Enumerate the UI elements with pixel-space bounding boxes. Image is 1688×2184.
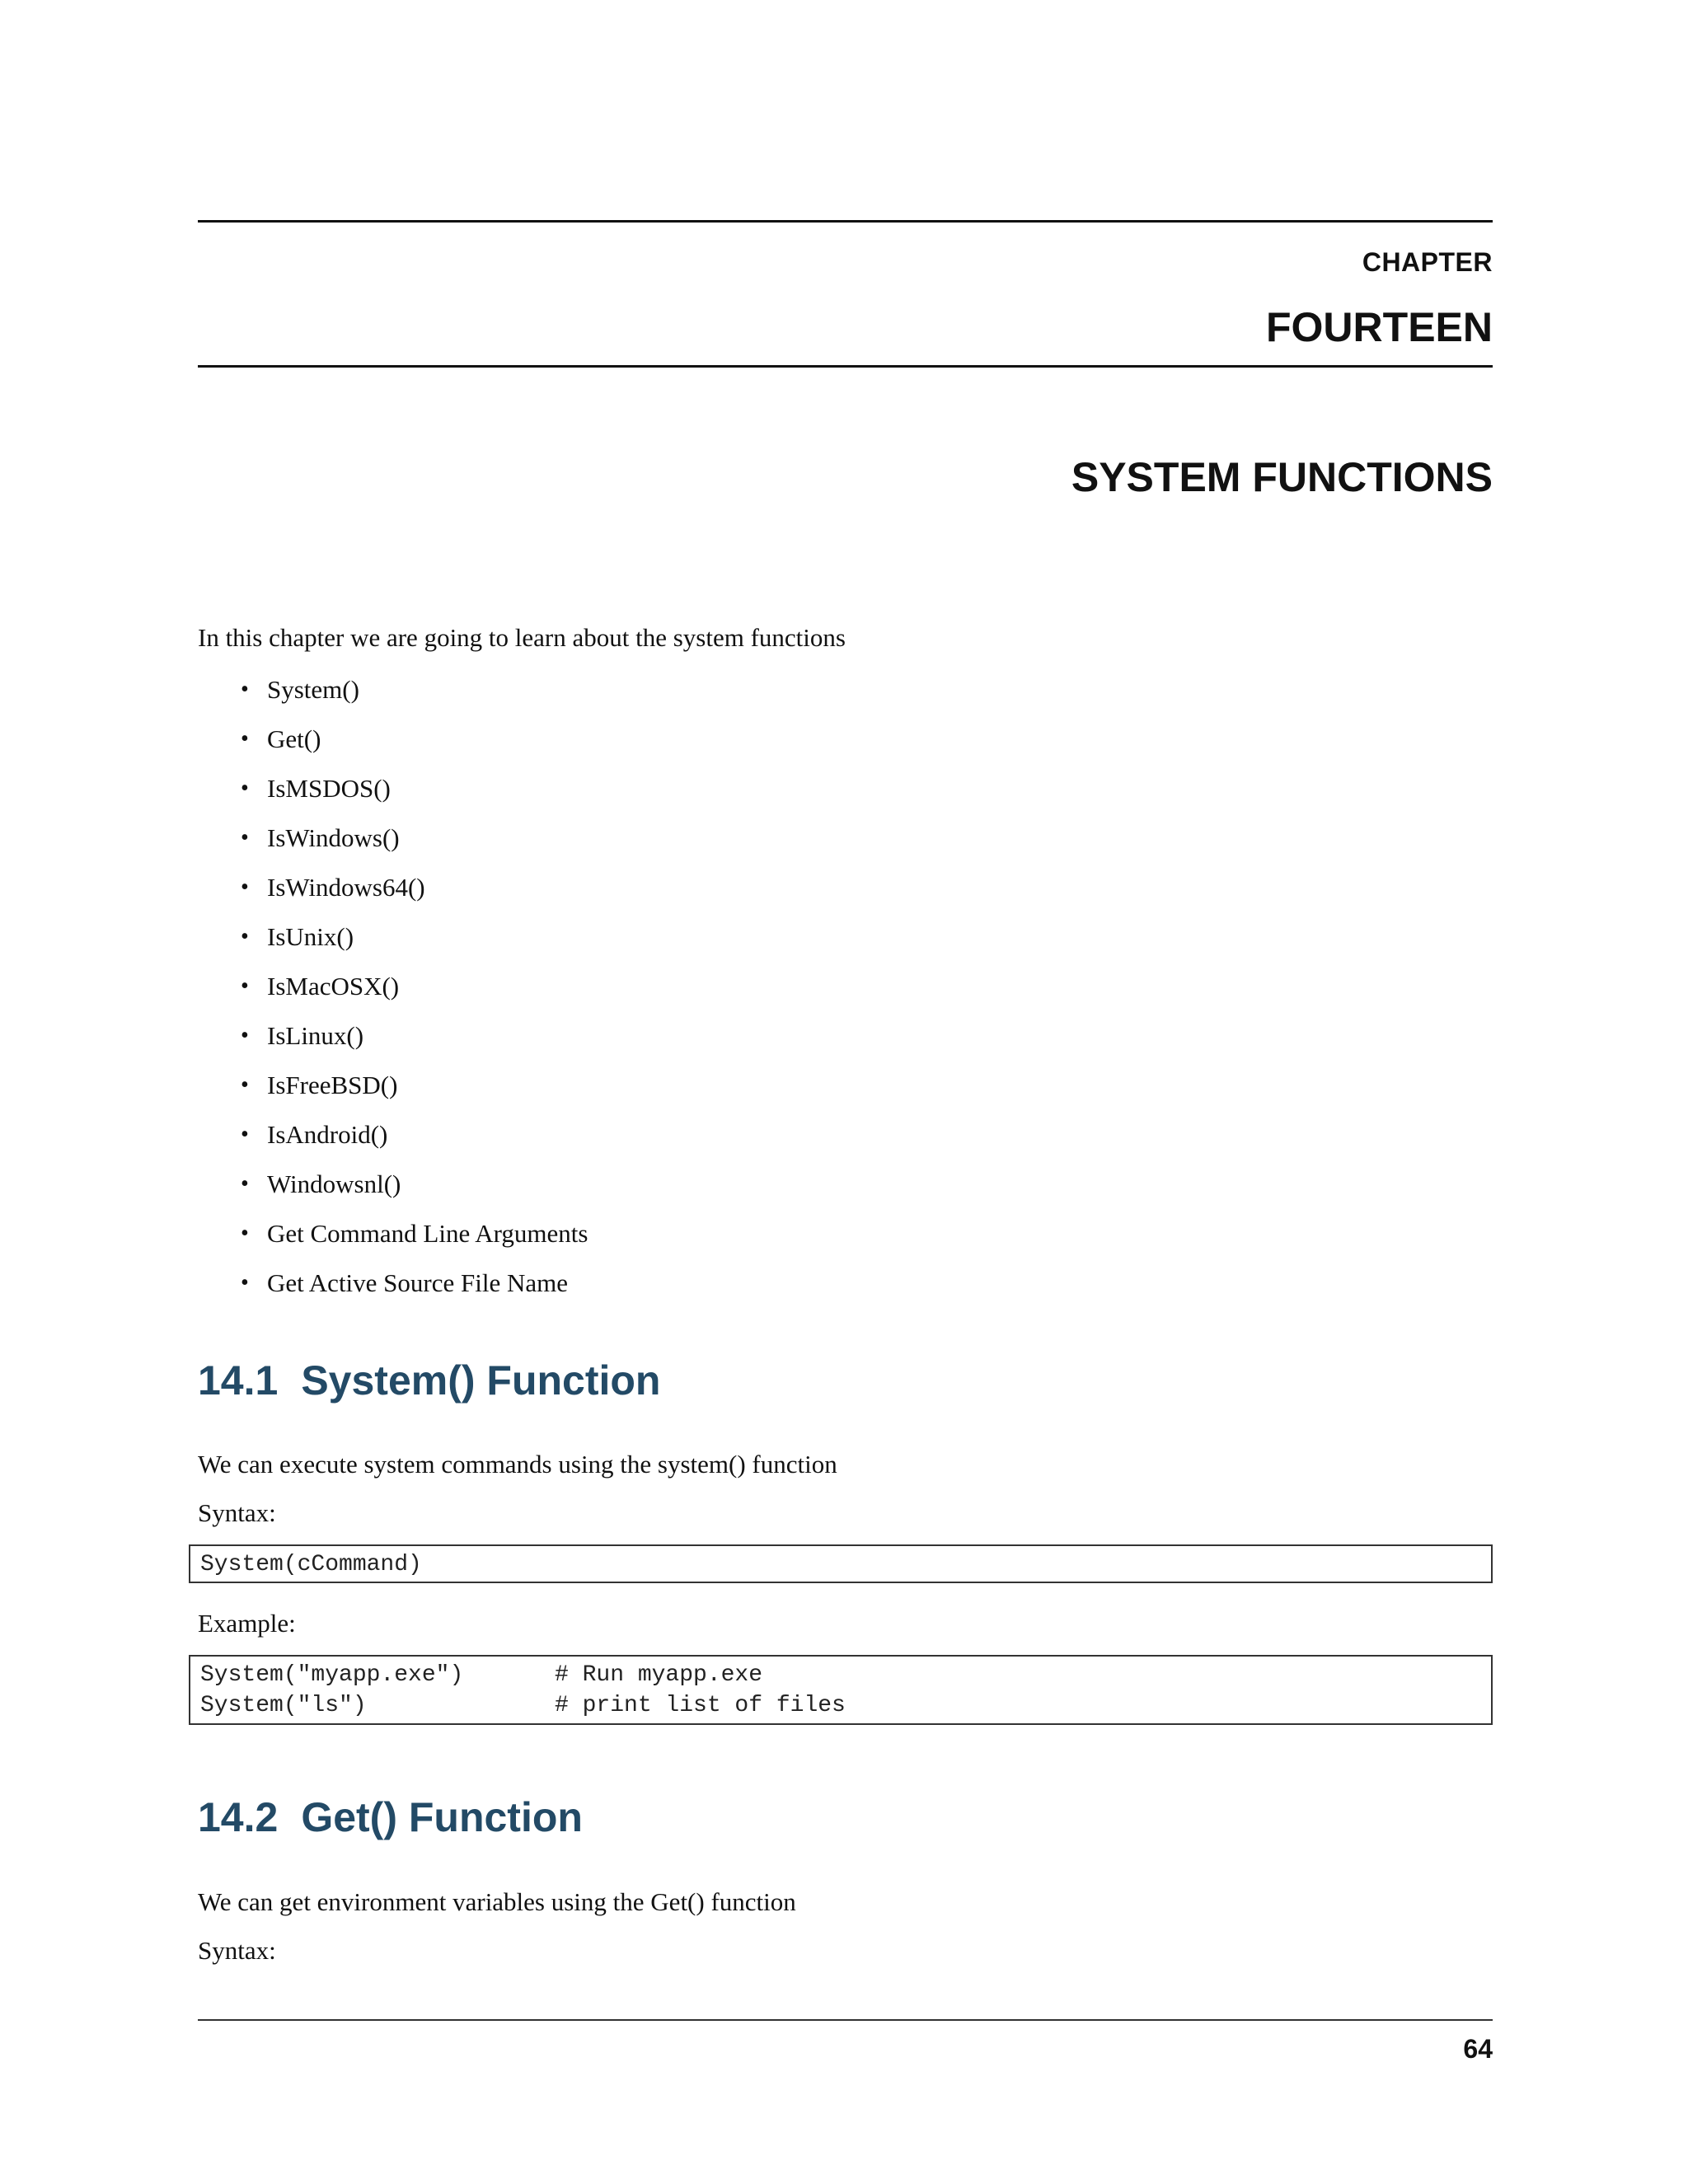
bullet-icon: •	[241, 776, 249, 801]
section-number: 14.2	[198, 1794, 279, 1840]
chapter-number: FOURTEEN	[1266, 304, 1493, 350]
chapter-top-rule	[198, 220, 1493, 223]
section-description: We can get environment variables using the Get() function	[198, 1887, 796, 1916]
list-item	[241, 1019, 588, 1069]
topic-label: IsMSDOS()	[267, 774, 391, 803]
section-number: 14.1	[198, 1357, 279, 1404]
list-item	[241, 921, 588, 970]
bullet-icon: •	[241, 924, 249, 949]
section-title: Get() Function	[301, 1794, 583, 1840]
footer-rule	[198, 2019, 1493, 2021]
list-item	[241, 1069, 588, 1118]
list-item	[241, 723, 588, 772]
chapter-title: SYSTEM FUNCTIONS	[1071, 454, 1493, 500]
list-item	[241, 673, 588, 723]
topic-label: IsUnix()	[267, 922, 354, 951]
bullet-icon: •	[241, 973, 249, 999]
syntax-label: Syntax:	[198, 1498, 276, 1527]
topic-label: Get()	[267, 724, 321, 753]
topic-label: IsFreeBSD()	[267, 1071, 398, 1099]
chapter-label: CHAPTER	[1362, 247, 1493, 277]
section-title: System() Function	[301, 1357, 661, 1404]
bullet-icon: •	[241, 1171, 249, 1197]
section-heading-system	[198, 1357, 660, 1404]
section-description: We can execute system commands using the system() function	[198, 1450, 837, 1479]
topic-label: IsLinux()	[267, 1021, 364, 1050]
section-heading-get	[198, 1793, 583, 1841]
list-item	[241, 1168, 588, 1217]
page-number: 64	[1463, 2034, 1493, 2064]
example-code-block	[189, 1655, 1493, 1725]
code-comment: # Run myapp.exe	[555, 1662, 763, 1688]
bullet-icon: •	[241, 1122, 249, 1147]
topic-label: Get Command Line Arguments	[267, 1219, 588, 1248]
topic-label: IsMacOSX()	[267, 972, 400, 1001]
topic-label: IsWindows()	[267, 823, 400, 852]
code-statement: System("myapp.exe")	[200, 1662, 464, 1688]
bullet-icon: •	[241, 1023, 249, 1048]
topic-label: Windowsnl()	[267, 1169, 401, 1198]
chapter-bottom-rule	[198, 365, 1493, 368]
list-item	[241, 1118, 588, 1168]
syntax-label: Syntax:	[198, 1936, 276, 1965]
topic-label: Get Active Source File Name	[267, 1268, 569, 1297]
bullet-icon: •	[241, 1270, 249, 1296]
intro-paragraph: In this chapter we are going to learn about the system functions	[198, 623, 846, 652]
syntax-code-block	[189, 1544, 1493, 1583]
bullet-icon: •	[241, 874, 249, 900]
example-label: Example:	[198, 1609, 296, 1638]
list-item	[241, 970, 588, 1019]
bullet-icon: •	[241, 825, 249, 851]
list-item	[241, 1267, 588, 1316]
topic-label: IsAndroid()	[267, 1120, 388, 1149]
bullet-icon: •	[241, 677, 249, 702]
list-item	[241, 1217, 588, 1267]
code-line	[200, 1660, 1481, 1690]
bullet-icon: •	[241, 726, 249, 752]
code-statement: System("ls")	[200, 1693, 367, 1718]
code-comment: # print list of files	[555, 1693, 846, 1718]
topic-label: IsWindows64()	[267, 873, 425, 902]
list-item	[241, 822, 588, 871]
bullet-icon: •	[241, 1221, 249, 1246]
topic-label: System()	[267, 675, 359, 704]
code-line	[200, 1690, 1481, 1721]
list-item	[241, 871, 588, 921]
code-line: System(cCommand)	[200, 1552, 422, 1577]
list-item	[241, 772, 588, 822]
bullet-icon: •	[241, 1072, 249, 1098]
topic-list	[241, 673, 588, 1316]
